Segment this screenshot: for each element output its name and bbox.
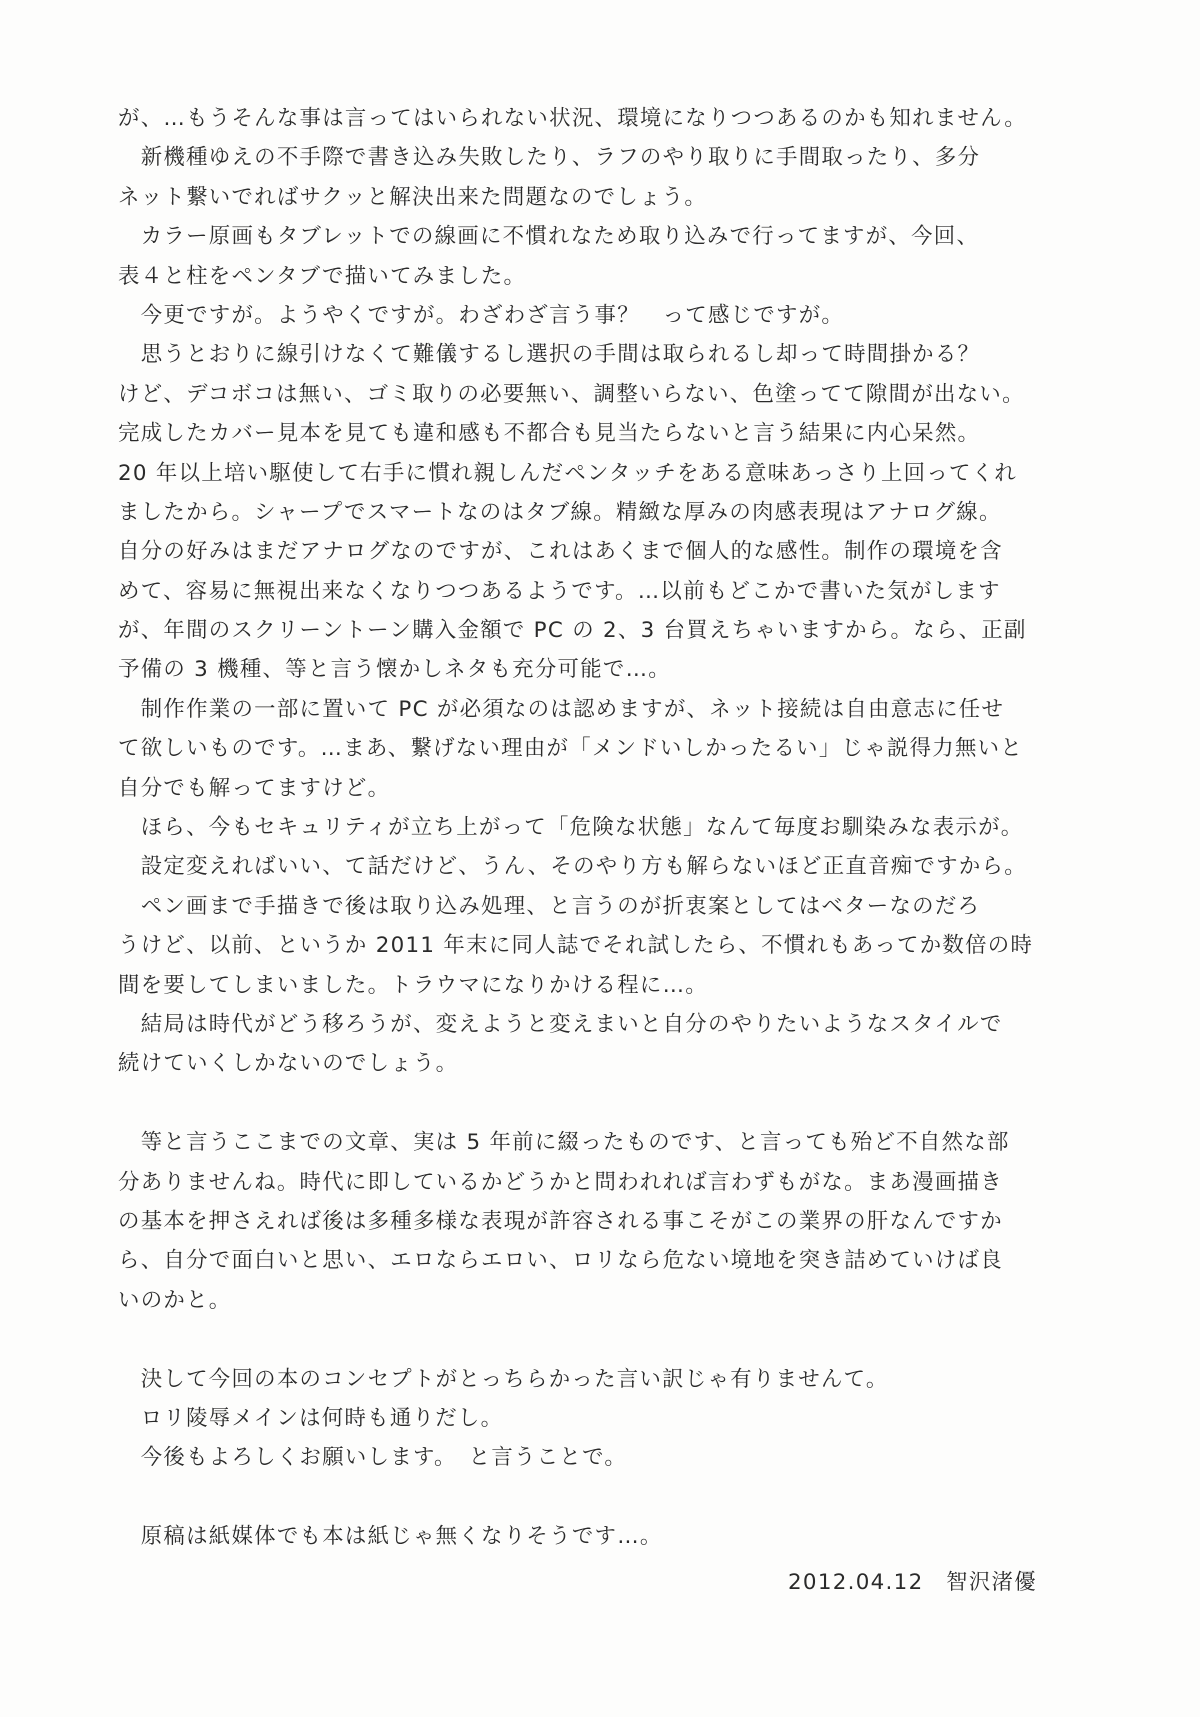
text-line: 設定変えればいい、て話だけど、うん、そのやり方も解らないほど正直音痴ですから。 — [118, 854, 1027, 880]
text-line: カラー原画もタブレットでの線画に不慣れなため取り込みで行ってますが、今回、 — [118, 224, 980, 250]
paragraph-gap — [118, 1478, 1078, 1517]
text-line: が、…もうそんな事は言ってはいられない状況、環境になりつつあるのかも知れません。 — [118, 106, 1027, 131]
date-signature: 2012.04.12 智沢渚優 — [788, 1570, 1037, 1595]
text-line: 制作作業の一部に置いて PC が必須なのは認めますが、ネット接続は自由意志に任せ — [118, 696, 1005, 722]
paragraph-gap — [118, 1320, 1078, 1359]
text-line: 思うとおりに線引けなくて難儀するし選択の手間は取られるし却って時間掛かる？ — [118, 342, 981, 368]
text-line: 20 年以上培い駆使して右手に慣れ親しんだペンタッチをある意味あっさり上回ってくれ — [118, 460, 1018, 486]
text-line: ほら、今もセキュリティが立ち上がって「危険な状態」なんて毎度お馴染みな表示が。 — [118, 815, 1024, 841]
text-line: 自分の好みはまだアナログなのですが、これはあくまで個人的な感性。制作の環境を含 — [118, 539, 1003, 565]
text-line: ネット繋いでればサクッと解決出来た問題なのでしょう。 — [118, 184, 708, 210]
text-line: うけど、以前、というか 2011 年末に同人誌でそれ試したら、不慣れもあってか数倍の時 — [118, 933, 1034, 959]
paragraph-gap — [118, 1084, 1078, 1123]
text-line: ペン画まで手描きで後は取り込み処理、と言うのが折衷案としてはベターなのだろ — [118, 893, 981, 919]
text-line: て欲しいものです。…まあ、繋げない理由が「メンドいしかったるい」じゃ説得力無いと — [118, 736, 1024, 762]
text-line: 等と言うここまでの文章、実は 5 年前に綴ったものです、と言っても殆ど不自然な部 — [118, 1130, 1010, 1156]
body-text — [118, 99, 1078, 1556]
text-line: 新機種ゆえの不手際で書き込み失敗したり、ラフのやり取りに手間取ったり、多分 — [118, 145, 981, 171]
text-line: 今後もよろしくお願いします。 と言うことで。 — [118, 1445, 628, 1471]
text-line: 原稿は紙媒体でも本は紙じゃ無くなりそうです…。 — [118, 1524, 663, 1550]
text-line: 完成したカバー見本を見ても違和感も不都合も見当たらないと言う結果に内心呆然。 — [118, 421, 981, 447]
text-line: 予備の 3 機種、等と言う懐かしネタも充分可能で…。 — [118, 657, 671, 683]
text-line: ら、自分で面白いと思い、エロならエロい、ロリなら危ない境地を突き詰めていけば良 — [118, 1248, 1003, 1274]
text-line: 間を要してしまいました。トラウマになりかける程に…。 — [118, 972, 708, 998]
text-line: 続けていくしかないのでしょう。 — [118, 1051, 459, 1077]
text-line: ましたから。シャープでスマートなのはタブ線。精緻な厚みの肉感表現はアナログ線。 — [118, 499, 1002, 525]
text-line: 今更ですが。ようやくですが。わざわざ言う事？ って感じですが。 — [118, 302, 845, 328]
text-line: が、年間のスクリーントーン購入金額で PC の 2、3 台買えちゃいますから。なら、正副 — [118, 618, 1027, 644]
text-line: 表４と柱をペンタブで描いてみました。 — [118, 263, 527, 289]
text-line: いのかと。 — [118, 1287, 232, 1313]
text-line: けど、デコボコは無い、ゴミ取りの必要無い、調整いらない、色塗ってて隙間が出ない。 — [118, 381, 1025, 407]
text-line: の基本を押さえれば後は多種多様な表現が許容される事こそがこの業界の肝なんですか — [118, 1208, 1003, 1234]
text-line: 分ありませんね。時代に即しているかどうかと問われれば言わずもがな。まあ漫画描き — [118, 1169, 1003, 1195]
text-line: 決して今回の本のコンセプトがとっちらかった言い訳じゃ有りませんて。 — [118, 1366, 889, 1392]
text-line: ロリ陵辱メインは何時も通りだし。 — [118, 1405, 504, 1431]
text-line: 結局は時代がどう移ろうが、変えようと変えまいと自分のやりたいようなスタイルで — [118, 1011, 1003, 1037]
text-line: 自分でも解ってますけど。 — [118, 775, 391, 801]
text-line: めて、容易に無視出来なくなりつつあるようです。…以前もどこかで書いた気がします — [118, 578, 1001, 604]
